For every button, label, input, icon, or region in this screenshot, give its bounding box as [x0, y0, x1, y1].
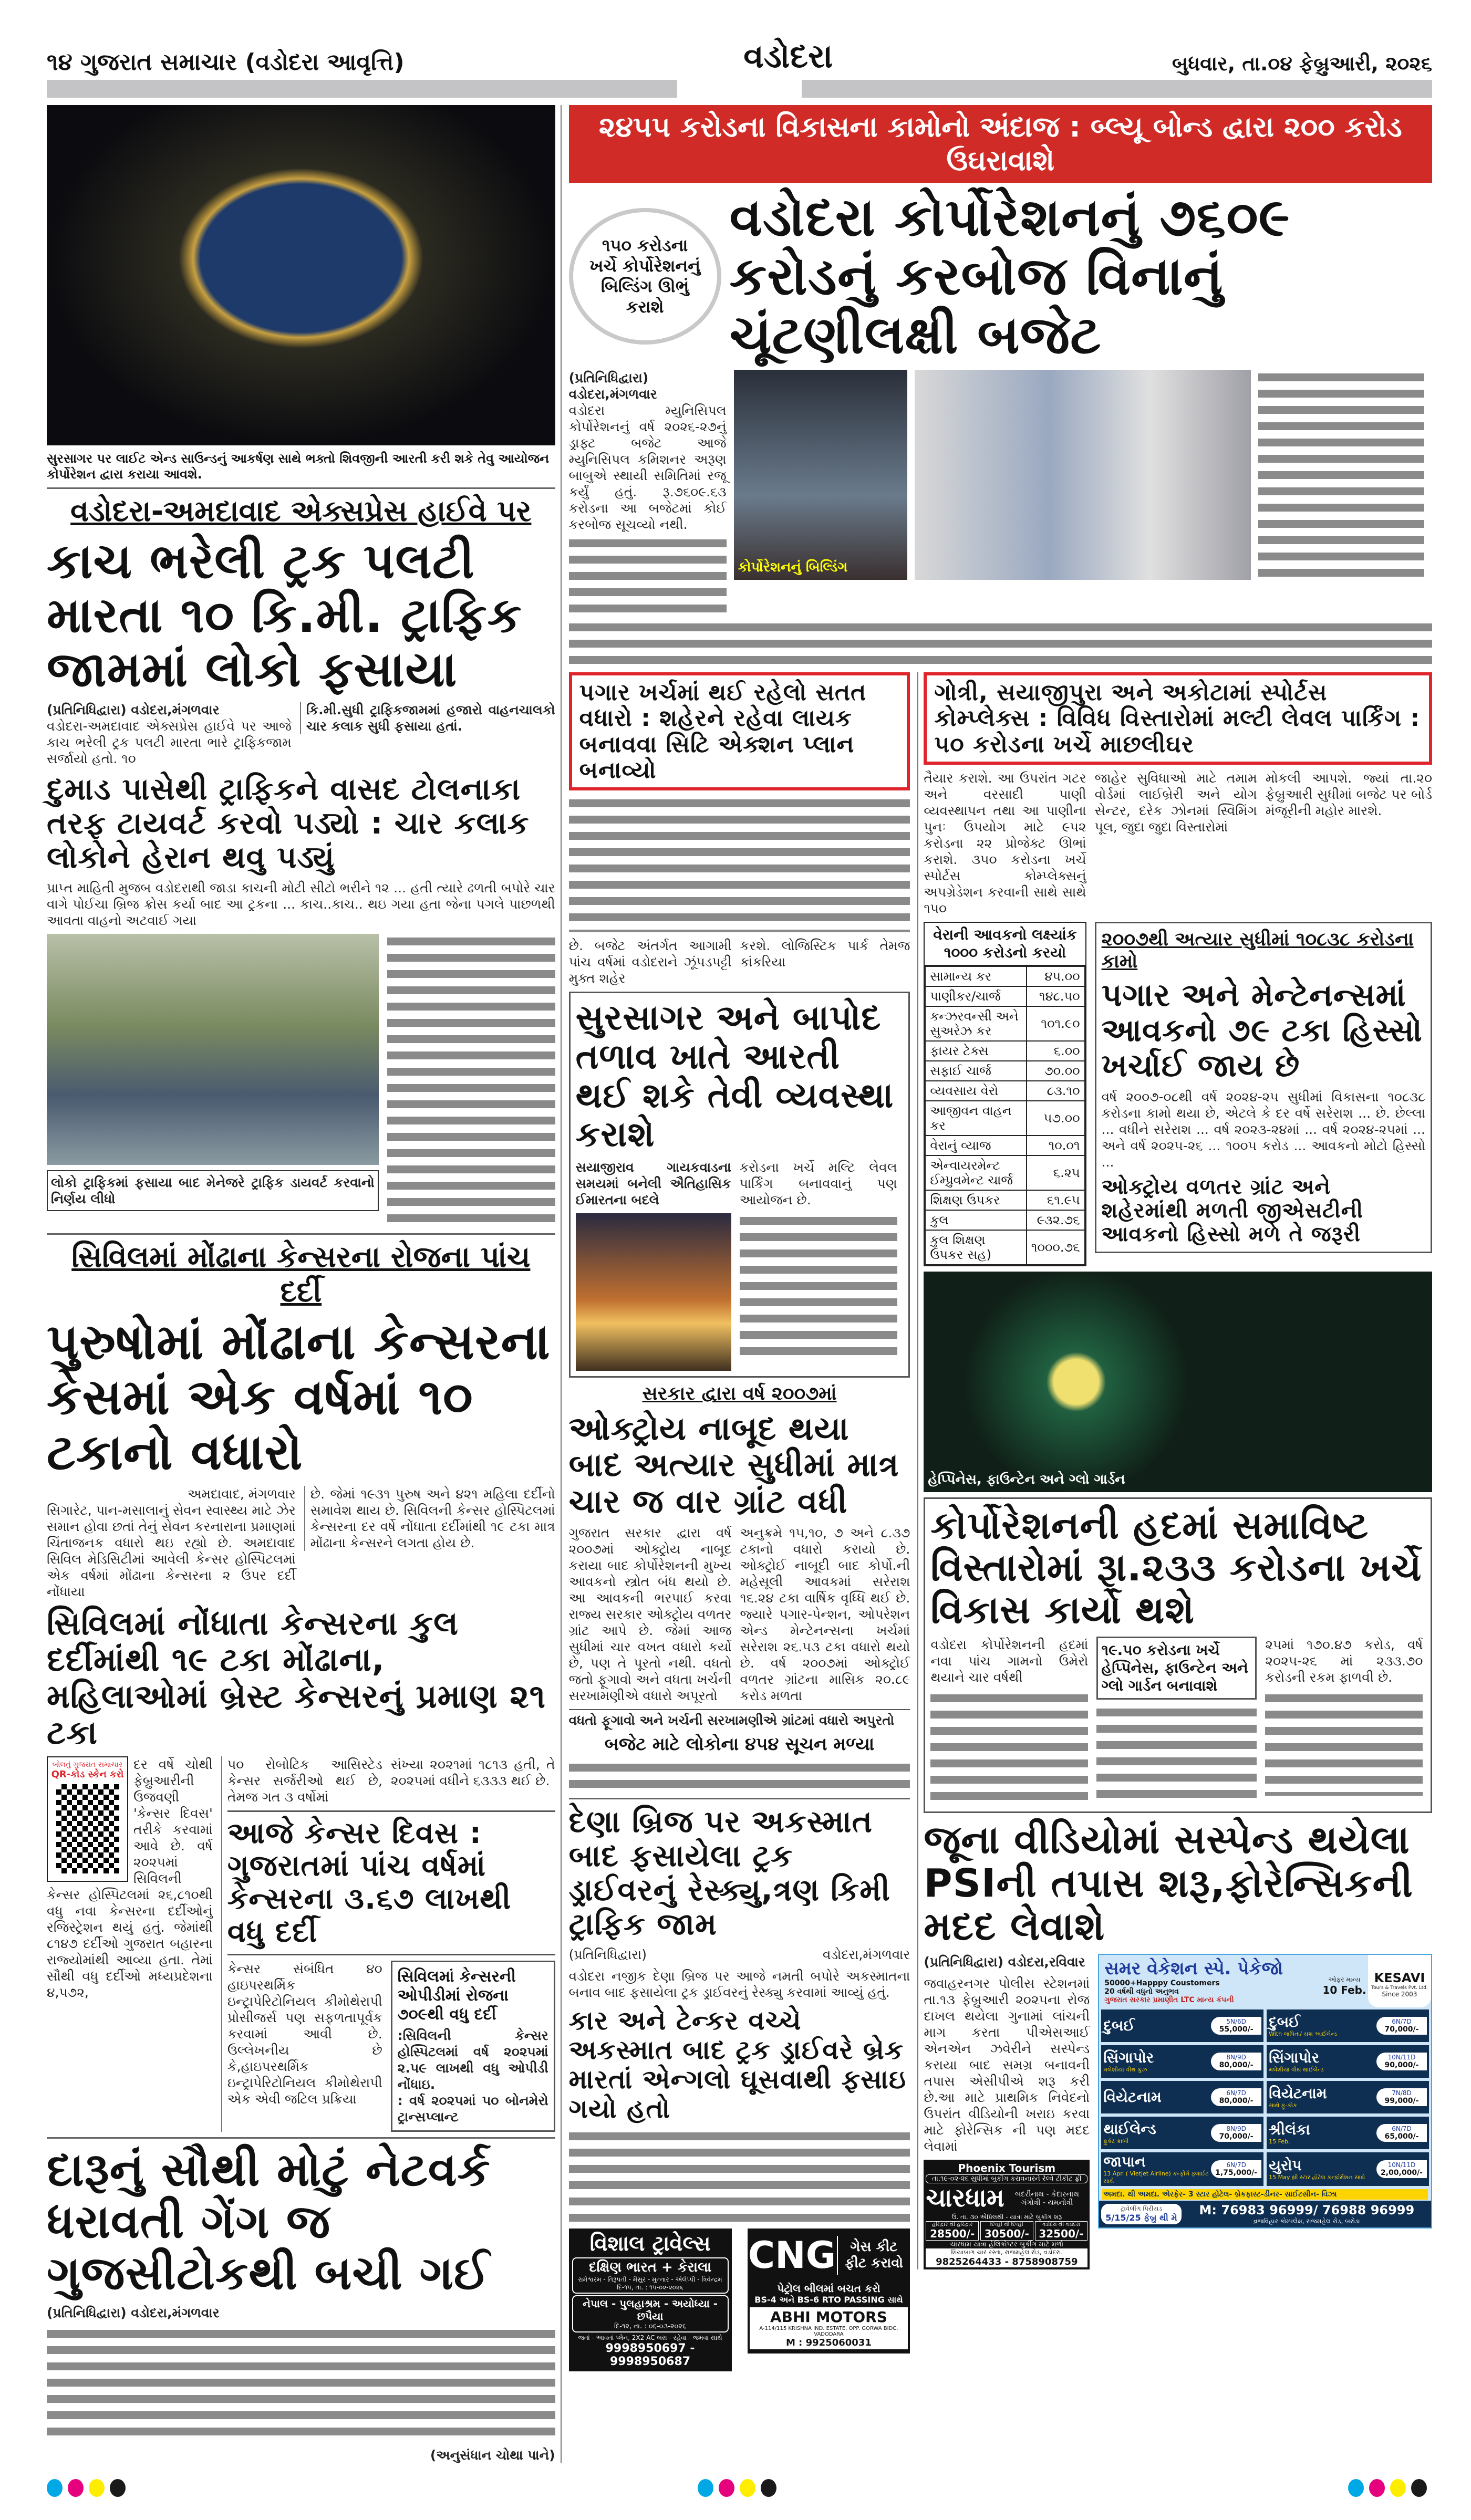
highway-body: વડોદરા-અમદાવાદ એક્સપ્રેસ હાઈવે પર આજે કાચ ભરેલી ટ્રક પલટી મારતા ભારે ટ્રાફિકજામ સર્જાયો હતો. ૧૦: [47, 718, 292, 767]
package-destination: યુરોપ: [1269, 2157, 1302, 2174]
package-price: 90,000/-: [1384, 2061, 1419, 2070]
villages-callout: ૧૯.૫૦ કરોડના ખર્ચે હેપ્પિનેસ, ફાઉન્ટેન અને ગ્લો ગાર્ડન બનાવાશે: [1096, 1637, 1257, 1700]
tax-value: ૬૧.૯૫: [1027, 1190, 1085, 1210]
maintenance-kicker: ૨૦૦૭થી અત્યાર સુધીમાં ૧૦૮૩૮ કરોડના કામો: [1101, 928, 1414, 972]
tax-value: ૧૪૮.૫૦: [1027, 986, 1085, 1006]
edition-date: બુધવાર, તા.૦૪ ફેબ્રુઆરી, ૨૦૨૬: [1172, 52, 1432, 75]
tax-table-row: [925, 1136, 1084, 1155]
package-destination: દુબઈ: [1103, 2017, 1135, 2035]
divider: [47, 487, 555, 489]
villages-body-right: [1265, 1691, 1423, 1796]
cancer-kicker: સિવિલમાં મોંઢાના કેન્સરના રોજના પાંચ દર્દી: [71, 1240, 531, 1309]
tax-label: સામાન્ય કર: [925, 966, 1026, 986]
kesavi-point: 20 વર્ષથી વધુનો અનુભવ: [1104, 1987, 1179, 1996]
page-header: [47, 37, 1432, 76]
tax-value: ૧૦.૦૧: [1027, 1136, 1085, 1155]
chardham-places: બદરીનાથ - કેદારનાથ ગંગોત્રી - યમનોત્રી: [1015, 2190, 1079, 2207]
tour-package[interactable]: [1267, 2152, 1429, 2186]
octroi-footer: વધતો ફૂગાવો અને ખર્ચની સરખામણીએ ગ્રાંટમાં વધારો અપુરતો: [569, 1709, 910, 1728]
cancer-body-2-wrap: [47, 1756, 213, 2001]
cancer-subhead: સિવિલમાં નોંધાતા કેન્સરના કુલ દર્દીમાંથી ૧૯ ટકા મોંઢાના, મહિલાઓમાં બ્રેસ્ટ કેન્સરનું પ્રમાણ ૨૧ ટકા: [47, 1603, 546, 1752]
kesavi-packages: [1099, 2007, 1431, 2188]
chardham-prices: [926, 2221, 1087, 2241]
price: 32500/-: [1039, 2227, 1084, 2241]
tax-value: ૭૦.૦૦: [1027, 1061, 1085, 1081]
cancer-dateline: અમદાવાદ, મંગળવાર: [188, 1486, 296, 1502]
photo-caption: સુરસાગર પર લાઈટ એન્ડ સાઉન્ડનું આકર્ષણ સાથે ભક્તો શિવજીની આરતી કરી શકે તેવુ આયોજન કોર્પોરેશન દ્વારા કરાયા આવશે.: [47, 451, 550, 482]
cancer-sub2-headline: આજે કેન્સર દિવસ : ગુજરાતમાં પાંચ વર્ષમાં કેન્સરના ૩.૬૭ લાખથી વધુ દર્દી: [227, 1810, 555, 1956]
cancer-body-4: સંખ્યા ૨૦૨૧માં ૧૮૧૩ હતી, તે ૨૦૨૫માં વધીને ૬૩૩૩ થઈ છે.: [390, 1756, 555, 1788]
kesavi-phone: M: 76983 96999/ 76988 96999: [1199, 2203, 1415, 2218]
cng-address: A-114/115 KRISHNA IND. ESTATE, OPP. GORWA BIDC, VADODARA: [759, 2325, 898, 2337]
tax-table-row: [925, 1155, 1084, 1190]
dena-dateline: વડોદરા,મંગળવાર: [822, 1946, 910, 1962]
tax-table-row: [925, 966, 1084, 986]
happiness-caption: હેપ્પિનેસ, ફાઉન્ટેન અને ગ્લો ગાર્ડન: [928, 1471, 1125, 1487]
kesavi-since: Since 2003: [1382, 1991, 1417, 1998]
chardham-heli: ચારધામ યાત્રા હેલિકોપ્ટર બુકીંગ માટે મળો: [950, 2241, 1064, 2249]
liquor-byline: (પ્રતિનિધિદ્વારા) વડોદરા,મંગળવાર: [47, 2305, 220, 2321]
lead-body: વડોદરા મ્યુનિસિપલ કોર્પોરેશનનું વર્ષ ૨૦૨૬-૨૭નું ડ્રાફ્ટ બજેટ આજે મ્યુનિસિપલ કમિશનર અરૂણ બાબુએ સ્થાયી સમિતિમાં રજૂ કર્યું હતું. રૂ.૭૬૦૯.૬૩ કરોડના આ બજેટમાં કોઈ કરબોજ સૂચવ્યો નથી.: [568, 403, 727, 532]
truck-accident-photo: [47, 934, 379, 1165]
highway-kicker: વડોદરા-અમદાવાદ એક્સપ્રેસ હાઈવે પર: [70, 494, 532, 528]
right-column: [917, 672, 1432, 2269]
package-price: 70,000/-: [1384, 2025, 1419, 2034]
tax-table-row: [925, 1210, 1084, 1230]
package-destination: શ્રીલંકા: [1269, 2120, 1310, 2138]
corporation-building-render: [734, 370, 907, 580]
sports-headline: ગોત્રી, સયાજીપુરા અને અકોટામાં સ્પોર્ટસ કોમ્પ્લેક્સ : વિવિધ વિસ્તારોમાં મલ્ટી લેવલ પાર્કિંગ : ૫૦ કરોડના ખર્ચે માછલીઘર: [924, 672, 1432, 765]
villages-body-c: ૨૫માં ૧૭૦.૪૭ કરોડ, વર્ષ ૨૦૨૫-૨૬ માં ૨૩૩.૭૦ કરોડની રકમ ફાળવી છે.: [1265, 1637, 1423, 1685]
tax-value: ૬.૨૫: [1027, 1155, 1085, 1190]
cancer-body-3: ૫૦ રોબોટિક આસિસ્ટેડ કેન્સર સર્જરીઓ થઈ છે, તેમજ ગત ૩ વર્ષોમાં: [227, 1756, 382, 1805]
package-duration: 10N/11D: [1387, 2054, 1416, 2061]
package-extra: સાથે ફૂ-કોક: [1269, 2102, 1297, 2109]
page-folio: ૧૪ ગુજરાત સમાચાર (વડોદરા આવૃત્તિ): [47, 49, 405, 76]
chardham-price-option: [926, 2221, 979, 2241]
lead-body-right-column: [1258, 370, 1424, 580]
happiness-garden-photo: [924, 1272, 1432, 1492]
package-extra: ફુકેટ ક્રાબી: [1103, 2138, 1129, 2145]
header-rule-left: [47, 80, 677, 98]
tax-value: ૪૫.૦૦: [1027, 966, 1085, 986]
package-duration: 5N/6D: [1226, 2018, 1246, 2026]
package-duration: 6N/7D: [1226, 2089, 1246, 2097]
package-extra: 15 Feb.: [1269, 2138, 1290, 2145]
maintenance-box: [1095, 922, 1432, 1253]
dena-body: [569, 2129, 910, 2223]
highway-byline: (પ્રતિનિધિદ્વારા) વડોદરા,મંગળવાર: [47, 702, 220, 718]
package-destination: જાપાન: [1103, 2153, 1146, 2171]
registration-marks-left: [47, 2479, 131, 2499]
chardham-price-option: [980, 2221, 1033, 2241]
divider: [47, 2137, 555, 2139]
tour-package[interactable]: [1267, 2045, 1429, 2078]
tax-table-row: [925, 1006, 1084, 1041]
tax-table-row: [925, 986, 1084, 1006]
cng-phone: M : 9925060031: [785, 2337, 872, 2348]
chardham-title: ચારધામ: [926, 2183, 1004, 2213]
tax-table-row: [925, 1061, 1084, 1081]
qr-cta: QR-કોડ સ્કેન કરો: [51, 1768, 124, 1780]
package-destination: દુબઈ: [1269, 2013, 1300, 2031]
lead-body-bottom: [569, 620, 1432, 667]
chardham-address: શિયાબાગ ચાર રસ્તા, રાજમહેલ રોડ, વડોદરા.: [926, 2248, 1087, 2256]
tax-table-row: [925, 1101, 1084, 1136]
middle-column: [569, 672, 910, 2371]
tax-value: ૧૦૦૦.૭૬: [1027, 1230, 1085, 1265]
qr-code-icon[interactable]: [56, 1784, 119, 1873]
sursagar-box: [569, 992, 910, 1378]
sports-body: તૈયાર કરાશે. આ ઉપરાંત ગટર અને વરસાદી પાણી વ્યવસ્થાપન તથા આ પાણીના પુનઃ ઉપયોગ માટે ૯૫૨ કરોડના ૨૨ પ્રોજેક્ટ ઊભાં કરાશે. ૩૫૦ કરોડના ખર્ચે સ્પોર્ટસ કોમ્પ્લેક્સનું અપગ્રેડેશન કરવાની સાથે સાથે ૧૫૦: [924, 770, 1086, 916]
villages-headline: કોર્પોરેશનની હદમાં સમાવિષ્ટ વિસ્તારોમાં રૂા.૨૩૩ કરોડના ખર્ચે વિકાસ કાર્યો થશે: [930, 1503, 1422, 1632]
tour-package[interactable]: [1101, 2152, 1263, 2186]
package-extra: 15 May થ્રી સ્ટાર હોટેલ કન્ફોર્મેશન સાથે: [1269, 2174, 1365, 2181]
tour-package[interactable]: [1267, 2081, 1429, 2113]
kesavi-point: ગુજરાત સરકાર પ્રમાણીત LTC માન્ય કંપની: [1104, 1996, 1234, 2005]
tax-value: ૧૦૧.૯૦: [1027, 1006, 1085, 1041]
package-duration: 8N/9D: [1226, 2054, 1246, 2061]
psi-body: જવાહરનગર પોલીસ સ્ટેશનમાં તા.૧૩ ફેબ્રુઆરી ૨૦૨૫ના રોજ દાખલ થયેલા ગુનામાં લાંચની માગ કરતા પીએસઆઈ એનએન ઝવેરીને સસ્પેન્ડ કરાયા બાદ સમગ્ર બનાવની તપાસ એસીપીએ શરૂ કરી છે.આ માટે પ્રાથમિક નિવેદનો ઉપરાંત વીડિયોની ખરાઇ કરવા માટે ફોરેન્સિક ની પણ મદદ લેવામાં: [924, 1976, 1090, 2154]
ad-vishal-travels[interactable]: [569, 2229, 732, 2371]
tax-label: કન્ઝરવન્સી અને સુઅરેઝ કર: [925, 1006, 1026, 1041]
tax-value: ૬.૦૦: [1027, 1041, 1085, 1061]
sursagar-body-b: કરોડના ખર્ચે મલ્ટિ લેવલ પાર્કિંગ બનાવવાનું પણ આયોજન છે.: [739, 1159, 897, 1207]
maintenance-headline: પગાર અને મેન્ટેનન્સમાં આવકનો ૭૯ ટકા હિસ્સો ખર્ચાઈ જાય છે: [1101, 976, 1423, 1085]
tax-label: ફાયર ટેક્સ: [925, 1041, 1026, 1061]
maintenance-subhead: ઓક્ટ્રોય વળતર ગ્રાંટ અને શહેરમાંથી મળતી જીએસટીની આવકનો હિસ્સો મળે તે જરૂરી: [1101, 1175, 1363, 1246]
tax-label: સફાઈ ચાર્જ: [925, 1061, 1026, 1081]
tour-package[interactable]: [1267, 2009, 1429, 2042]
package-destination: વિયેટનામ: [1269, 2085, 1327, 2102]
kesavi-logo-sub: Tours & Travels Pvt. Ltd.: [1371, 1985, 1428, 1991]
tax-table-row: [925, 1190, 1084, 1210]
tax-label: વ્યવસાય વેરો: [925, 1081, 1026, 1101]
cancer-headline: પુરુષોમાં મોંઢાના કેન્સરના કેસમાં એક વર્ષમાં ૧૦ ટકાનો વધારો: [47, 1313, 551, 1482]
liquor-continued: (અનુસંધાન ચોથા પાને): [430, 2448, 555, 2463]
package-price: 1,75,000/-: [1215, 2169, 1258, 2178]
divider: [47, 1233, 555, 1235]
psi-headline: જૂના વીડિયોમાં સસ્પેન્ડ થયેલા PSIની તપાસ શરૂ,ફોરેન્સિકની મદદ લેવાશે: [924, 1817, 1413, 1950]
octroi-body-b: અનુક્રમે ૧૫,૧૦, ૭ અને ૮.૩૭ ટકાનો વધારો કરાયો છે. ઓક્ટ્રોઈ નાબૂદી બાદ કોર્પો.ની મહેસૂલી આવકમાં સરેરાશ ૧૬.૨૪ ટકા વાર્ષિક વૃધ્ધિ થઈ છે. જ્યારે પગાર-પેન્શન, ઓપરેશન એન્ડ મેન્ટેનન્સના ખર્ચમાં સરેરાશ ૨૬.૫૩ ટકા વધારો થયો છે. વર્ષ ૨૦૦૭માં ઓક્ટ્રોઈ વળતર ગ્રાંટના માસિક ૨૦.૮૯ કરોડ મળતા: [740, 1525, 910, 1703]
chardham-offer: તા.૧૯-૦૨-૨૬ સુધીમાં બુકીંગ કરાવનારને રેલ્વે ટીકીટ ફ્રી: [926, 2174, 1087, 2183]
opd-box: [391, 1961, 555, 2132]
cng-line1: પેટ્રોલ બીલમાં બચત કરો: [777, 2282, 880, 2295]
chardham-brand: Phoenix Tourism: [958, 2162, 1056, 2175]
route: હરિદ્વાર થી હરિદ્વાર: [931, 2222, 973, 2228]
sursagar-lake-photo: [47, 105, 555, 445]
salary-headline: પગાર ખર્ચમાં થઈ રહેલો સતત વધારો : શહેરને રહેવા લાયક બનાવવા સિટિ એક્શન પ્લાન બનાવ્યો: [569, 672, 910, 790]
octroi-kicker: સરકાર દ્વારા વર્ષ ૨૦૦૭માં: [642, 1382, 837, 1404]
qr-title: બોલતું ગુજરાત સમાચાર: [52, 1760, 123, 1769]
kesavi-title: સમર વેકેશન સ્પે. પેકેજો: [1104, 1958, 1283, 1980]
dena-subhead: કાર અને ટેન્કર વચ્ચે અકસ્માત બાદ ટ્રક ડ્રાઈવરે બ્રેક મારતાં એન્ગલો ઘૂસવાથી ફસાઇ ગયો હતો: [568, 2005, 907, 2124]
tour-package[interactable]: [1101, 2117, 1263, 2149]
section-title: વડોદરા: [743, 37, 833, 75]
salary-body-end-b: કરશે. લોજિસ્ટિક પાર્ક તેમજ કાંકરિયા: [740, 938, 910, 970]
package-duration: 8N/9D: [1226, 2125, 1246, 2133]
dena-byline: (પ્રતિનિધિદ્વારા): [568, 1946, 647, 1962]
vishal-note: જતાં - આવતાં પ્લેન, 2X2 AC બસ - રહેવા - જમવા સાથે: [578, 2334, 722, 2341]
vishal-tour1-places: રામેશ્વરમ - તિરૂપતી - મૈસુર - મુન્નાર - એલેપ્પી - ત્રિવેન્દ્રમ દિ-૧૫, તા. : ૧૫-૦૨-૨૦૨૬: [578, 2275, 722, 2291]
villages-body: વડોદરા કોર્પોરેશનની હદમાં નવા પાંચ ગામનો ઉમેરો થયાને ચાર વર્ષથી: [930, 1637, 1089, 1685]
tax-label: એન્વાયરમેન્ટ ઈમ્પ્રુવમેન્ટ ચાર્જ: [925, 1155, 1026, 1190]
route: દિલ્હી થી દિલ્હી: [990, 2222, 1023, 2228]
package-price: 2,00,000/-: [1380, 2169, 1423, 2178]
registration-marks-center: [698, 2479, 782, 2499]
highway-body-2: પ્રાપ્ત માહિતી મુજબ વડોદરાથી જાડા કાચની મોટી સીટો ભરીને ૧૨ ... હતી ત્યારે ઢળતી બપોરે ચાર વાગે પોઈચા બ્રિજ ક્રોસ કર્યા બાદ આ ટ્રકના ... કાચ..કાચ.. થઇ ગયા હતા જેના પગલે પાછળથી આવતા વાહનો અટવાઈ ગયા: [47, 880, 555, 928]
package-price: 70,000/-: [1219, 2132, 1254, 2141]
sursagar-body: સયાજીરાવ ગાયકવાડના સમયમાં બનેલી ઐતિહાસિક ઈમારતના બદલે: [575, 1159, 731, 1207]
opd-point: : વર્ષ ૨૦૨૫માં ૫૦ બોનમેરો ટ્રાન્સપ્લાન્ટ: [397, 2093, 548, 2125]
octroi-headline: ઓક્ટ્રોય નાબૂદ થયા બાદ અત્યાર સુધીમાં માત્ર ચાર જ વાર ગ્રાંટ વધી: [568, 1409, 899, 1521]
sports-body-c: મોકલી આપશે. જ્યાં તા.૨૦ ફેબ્રુઆરી સુધીમાં બજેટ પર બોર્ડ મંજૂરીની મહોર મારશે.: [1265, 770, 1432, 818]
price: 28500/-: [930, 2227, 975, 2241]
package-extra: 13 Apr. ( Vietjet Airline) કન્ફોર્મ ફ્લાઈટ સાથે: [1103, 2170, 1209, 2185]
package-duration: 6N/7D: [1392, 2018, 1412, 2026]
vishal-phone: 9998950697 - 9998950687: [605, 2341, 695, 2368]
dena-headline: દેણા બ્રિજ પર અકસ્માત બાદ ફસાયેલા ટ્રક ડ્રાઈવરનું રેસ્ક્યુ,ત્રણ કિમી ટ્રાફિક જામ: [568, 1804, 890, 1942]
kesavi-offer: ઓફર માન્ય: [1328, 1976, 1361, 1984]
package-extra: મલેશીયા વીથ ક્રુઝ: [1103, 2066, 1147, 2074]
registration-marks-right: [1348, 2479, 1432, 2499]
tax-table-row: [925, 1081, 1084, 1101]
kesavi-address: વ્રજવિહાર કોમ્પલેક્ષ, રાજમહેલ રોડ, બરોડા: [1254, 2217, 1360, 2225]
opd-point: :સિવિલની કેન્સર હોસ્પિટલમાં વર્ષ ૨૦૨૫માં ૨.૫૯ લાખથી વધુ ઓપીડી નોંધાઇ.: [397, 2028, 548, 2092]
package-duration: 6N/7D: [1392, 2125, 1412, 2133]
ad-chardham-phoenix[interactable]: [924, 2160, 1090, 2269]
tax-table-row: [925, 1041, 1084, 1061]
maintenance-body: વર્ષ ૨૦૦૭-૦૮થી વર્ષ ૨૦૨૪-૨૫ સુધીમાં વિકાસના ૧૦૮૩૮ કરોડના કામો થયા છે, એટલે કે દર વર્ષે સરેરાશ ... છે. છેલ્લા ... વધીને સરેરાશ ... વર્ષ ૨૦૨૩-૨૪માં ... વર્ષ ૨૦૨૪-૨૫માં ... અને વર્ષ ૨૦૨૫-૨૬ ... ૧૦૦૫ કરોડ ... આવકનો મોટો હિસ્સો ...: [1101, 1089, 1425, 1170]
ad-kesavi-tours[interactable]: [1098, 1954, 1432, 2229]
dena-lead: વડોદરા નજીક દેણા બ્રિજ પર આજે નમતી બપોરે અકસ્માતના બનાવ બાદ ફસાયેલા ટ્રક ડ્રાઈવરનું રેસ્ક્યુ કરવામાં આવ્યું હતું.: [568, 1968, 910, 2000]
registration-marks: [47, 2479, 1432, 2499]
cancer-sub2-body: કેન્સર સંબંધિત ૪૦ હાઇપરથર્મિક ઇન્ટ્રાપેરિટોનિયલ કીમોથેરાપી પ્રોસીજર્સ પણ સફળતાપૂર્વક કરવામાં આવી છે. ઉલ્લેખનીય છે કે,હાઇપરથર્મિક ઇન્ટ્રાપેરિટોનિયલ કીમોથેરાપી એક એવી જટિલ પ્રક્રિયા: [227, 1961, 382, 2107]
salary-body: [569, 796, 910, 932]
chardham-price-option: [1035, 2221, 1088, 2241]
tax-value: ૮૩.૧૦: [1027, 1081, 1085, 1101]
package-price: 80,000/-: [1219, 2097, 1254, 2106]
chardham-phone: 9825264433 - 8758908759: [926, 2256, 1087, 2267]
cancer-body-b: છે. જેમાં ૧૯૩૧ પુરુષ અને ૪૨૧ મહિલા દર્દીનો સમાવેશ થાય છે. સિવિલની કેન્સર હોસ્પિટલમાં કેન્સરના દર વર્ષે નોંધાતા દર્દીમાંથી ૧૯ ટકા માત્ર મોંઢાના કેન્સરને લગતા હોય છે.: [304, 1486, 555, 1551]
budget-presentation-photo: [915, 370, 1251, 580]
liquor-body: [47, 2326, 555, 2442]
lead-banner: ૨૪૫૫ કરોડના વિકાસના કામોનો અંદાજ : બ્લ્યૂ બોન્ડ દ્વારા ૨૦૦ કરોડ ઉઘરાવાશે: [569, 105, 1432, 183]
liquor-headline: દારૂનું સૌથી મોટું નેટવર્ક ધરાવતી ગેંગ જ ગુજસીટોકથી બચી ગઈ: [47, 2142, 491, 2300]
suggestions-body: [569, 1760, 910, 1793]
cancer-body: સિગારેટ, પાન-મસાલાનું સેવન સ્વાસ્થ્ય માટે ઝેર સમાન હોવા છતાં તેનું સેવન કરનારાના પ્રમાણમાં ચિંતાજનક વધારો થઇ રહ્યો છે. અમદાવાદ સિવિલ મેડિસિટીમાં આવેલી કેન્સર હોસ્પિટલમાં એક વર્ષમાં મોંઢાના કેન્સરના ૨ ઉપર દર્દી નોંધાયા: [47, 1502, 296, 1599]
kesavi-point: 50000+Happpy Coustomers: [1104, 1979, 1220, 1988]
tax-value: ૫૭.૦૦: [1027, 1101, 1085, 1136]
package-price: 65,000/-: [1384, 2132, 1419, 2141]
suggestions-headline: બજેટ માટે લોકોના ૪૫૪ સૂચન મળ્યા: [604, 1734, 875, 1755]
lead-body-continued: [569, 536, 727, 615]
right-area: [569, 105, 1432, 2371]
vishal-tour1: દક્ષિણ ભારત + કેરાલા: [589, 2259, 712, 2275]
vishal-name: વિશાલ ટ્રાવેલ્સ: [589, 2231, 711, 2256]
tax-label: આજીવન વાહન કર: [925, 1101, 1026, 1136]
tax-revenue-table: [924, 922, 1086, 1266]
kesavi-period: 5/15/25 ફેબ્રુ થી મે: [1105, 2213, 1177, 2223]
lead-headline: વડોદરા કોર્પોરેશનનું ૭૬૦૯ કરોડનું કરબોજ વિનાનું ચૂંટણીલક્ષી બજેટ: [729, 186, 1290, 366]
header-rules: [47, 80, 1432, 98]
package-duration: 6N/7D: [1226, 2161, 1246, 2169]
header-rule-right: [802, 80, 1432, 98]
sursagar-headline: સુરસાગર અને બાપોદ તળાવ ખાતે આરતી થઈ શકે તેવી વ્યવસ્થા કરાશે: [575, 997, 894, 1154]
tax-label: વેરાનું વ્યાજ: [925, 1136, 1026, 1155]
tax-label: કુલ શિક્ષણ ઉપકર સહ): [925, 1230, 1026, 1265]
cng-line2: BS-4 અને BS-6 RTO PASSING સાથે: [754, 2294, 903, 2305]
highway-headline: કાચ ભરેલી ટ્રક પલટી મારતા ૧૦ કિ.મી. ટ્રાફિક જામમાં લોકો ફસાયા: [47, 533, 522, 698]
package-destination: થાઈલેન્ડ: [1103, 2120, 1156, 2138]
tax-label: પાણીકર/ચાર્જ: [925, 986, 1026, 1006]
price: 30500/-: [984, 2227, 1029, 2241]
kesavi-period-label: ટ્રાવેલીંગ પિરીયડ: [1120, 2205, 1162, 2213]
psi-byline: (પ્રતિનિધિદ્વારા) વડોદરા,રવિવાર: [924, 1954, 1085, 1970]
page-body: [47, 105, 1432, 2463]
package-price: 99,000/-: [1384, 2097, 1419, 2106]
package-destination: સિંગાપોર: [1103, 2049, 1154, 2067]
villages-box: [924, 1497, 1432, 1813]
tax-table-title: વેરાની આવકનો લક્ષ્યાંક ૧૦૦૦ કરોડનો કરયો: [925, 923, 1085, 966]
kesavi-includes: અમદા. થી અમદા. એરફેર- 3 સ્ટાર હોટેલ- બ્રેકફાસ્ટ-ડીનર- સાઈટસીન- વિઝા: [1102, 2189, 1428, 2200]
tour-package[interactable]: [1101, 2009, 1263, 2042]
aarti-photo: [576, 1213, 731, 1371]
ad-cng-abhi-motors[interactable]: [748, 2229, 910, 2354]
cng-company: ABHI MOTORS: [770, 2308, 887, 2326]
package-destination: વિયેટનામ: [1103, 2088, 1162, 2106]
kesavi-logo: KESAVI: [1374, 1971, 1425, 1986]
tax-table-row: [925, 1230, 1084, 1265]
highway-body-right: [387, 934, 555, 1228]
render-label: કોર્પોરેશનનું બિલ્ડિંગ: [738, 559, 848, 575]
highway-subhead: દુમાડ પાસેથી ટ્રાફિકને વાસદ ટોલનાકા તરફ ટાયવર્ટ કરવો પડ્યો : ચાર કલાક લોકોને હેરાન થવુ પડ્યું: [47, 771, 530, 875]
villages-body-mid: [1096, 1705, 1257, 1799]
sursagar-body-cont: [740, 1213, 897, 1360]
package-price: 80,000/-: [1219, 2061, 1254, 2070]
package-duration: 10N/11D: [1387, 2161, 1416, 2169]
tax-label: કુલ: [925, 1210, 1026, 1230]
tax-value: ૯૩૨.૭૬: [1027, 1210, 1085, 1230]
cancer-body-2: દર વર્ષે ચોથી ફેબ્રુઆરીની ઉજવણી 'કેન્સર દિવસ' તરીકે કરવામાં આવે છે. વર્ષ ૨૦૨૫માં સિવિલની કેન્સર હોસ્પિટલમાં ૨૬,૮૧૦થી વધુ નવા કેન્સરના દર્દીઓનું રજિસ્ટ્રેશન થયું હતું. જેમાંથી ૮૧૪૭ દર્દીઓ ગુજરાત બહારના રાજ્યોમાંથી આવ્યા હતા. તેમાં સૌથી વધુ દર્દીઓ મધ્યપ્રદેશના ૪,૫૭૨,: [47, 1756, 213, 2000]
package-extra: With લાપિતા/ યશ આઈલેન્ડ: [1269, 2030, 1337, 2038]
route: વડોદરા થી વડોદરા: [1042, 2222, 1080, 2228]
package-price: 55,000/-: [1219, 2025, 1254, 2034]
vishal-tour2: નેપાલ - પુલહાશ્રમ - અયોધ્યા - છપૈયા: [583, 2297, 718, 2323]
tax-table-grid: [925, 966, 1085, 1265]
highway-highlight: કિ.મી.સુધી ટ્રાફિકજામમાં હજારો વાહનચાલકો ચાર કલાક સુધી ફસાયા હતાં.: [300, 702, 555, 734]
tour-package[interactable]: [1101, 2081, 1263, 2113]
qr-box[interactable]: [47, 1756, 128, 1882]
package-duration: 7N/8D: [1392, 2089, 1412, 2097]
package-destination: સિંગાપોર: [1269, 2049, 1320, 2067]
tour-package[interactable]: [1267, 2117, 1429, 2149]
tax-label: શિક્ષણ ઉપકર: [925, 1190, 1026, 1210]
lead-circle-callout: ૧૫૦ કરોડના ખર્ચે કોર્પોરેશનનું બિલ્ડિંગ ઊભું કરાશે: [569, 208, 721, 345]
vishal-tour2-date: દિ-૧૨, તા. : ૦૬-૦૩-૨૦૨૬: [614, 2322, 687, 2330]
cng-title: CNG: [748, 2233, 836, 2277]
villages-body-cont: [930, 1691, 1088, 1806]
opd-headline: સિવિલમાં કેન્સરની ઓપીડીમાં રોજના ૭૦૯થી વધુ દર્દી: [397, 1967, 516, 2024]
left-column: [47, 105, 562, 2463]
octroi-body: ગુજરાત સરકાર દ્વારા વર્ષ ૨૦૦૭માં ઓક્ટ્રોય નાબૂદ કરાયા બાદ કોર્પોરેશનની મુખ્ય આવકનો સ્ત્રોત બંધ થયો છે. આ આવકની ભરપાઈ કરવા રાજ્ય સરકાર ઓક્ટ્રોય વળતર ગ્રાંટ આપે છે. જેમાં આજ સુધીમાં ચાર વખત વધારો કર્યો છે, પણ તે પૂરતો નથી. વધતો જતો ફૂગાવો અને વધતા ખર્ચની સરખામણીએ વધારો અપૂરતો: [568, 1525, 732, 1703]
highway-photo-caption: લોકો ટ્રાફિકમાં ફસાયા બાદ મેનેજરે ટ્રાફિક ડાયવર્ટ કરવાનો નિર્ણય લીધો: [47, 1170, 379, 1211]
tour-package[interactable]: [1101, 2045, 1263, 2078]
sports-body-b: જાહેર સુવિધાઓ માટે તમામ વોર્ડમાં લાઈબ્રેરી અને યોગ સેન્ટર, દરેક ઝોનમાં સ્વિમિંગ પૂલ, જુદા જુદા વિસ્તારોમાં: [1094, 770, 1257, 835]
lead-byline: (પ્રતિનિધિદ્વારા) વડોદરા,મંગળવાર: [568, 370, 657, 402]
package-extra: મલેશીયા વીથ થાઈલેન્ડ: [1269, 2066, 1324, 2074]
cng-side: ગેસ કીટ ફીટ કરાવો: [837, 2236, 910, 2275]
kesavi-offer-date: 10 Feb.: [1322, 1984, 1366, 1997]
divider: [569, 1798, 910, 1799]
chardham-start: ઉ. તા. ૩૦ એપ્રિલથી - યાત્રા માટે બુકીંગ શરૂ: [951, 2213, 1062, 2221]
salary-body-end: છે. બજેટ અંતર્ગત આગામી પાંચ વર્ષમાં વડોદરાને ઝૂંપડપટ્ટી મુક્ત શહેર: [568, 938, 732, 986]
